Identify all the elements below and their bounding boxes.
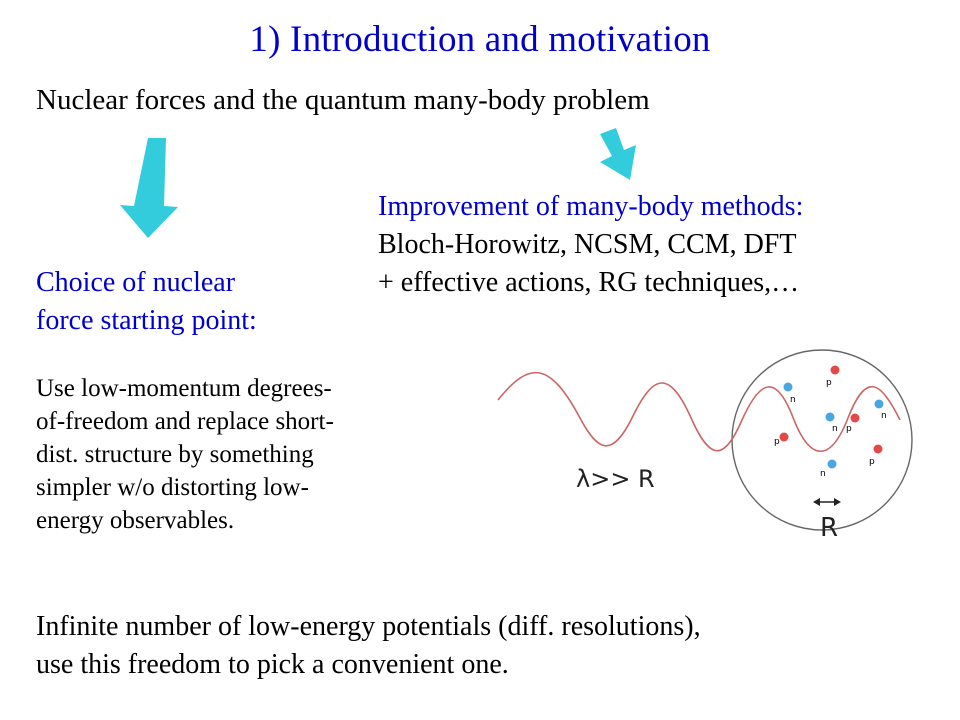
particle-neutron xyxy=(820,460,837,480)
particle-proton xyxy=(869,445,883,468)
svg-text:n: n xyxy=(790,395,796,405)
svg-text:p: p xyxy=(846,424,852,434)
low-momentum-line-4: simpler w/o distorting low- xyxy=(36,474,309,501)
svg-text:p: p xyxy=(774,437,780,447)
particle-proton xyxy=(826,366,840,389)
particle-neutron xyxy=(826,413,838,435)
radius-label: R xyxy=(820,513,839,543)
low-momentum-line-3: dist. structure by something xyxy=(36,441,314,468)
left-down-arrow xyxy=(120,138,178,238)
svg-text:n: n xyxy=(820,469,826,479)
choice-line-2: force starting point: xyxy=(36,305,257,336)
svg-text:p: p xyxy=(869,457,875,467)
low-momentum-line-5: energy observables. xyxy=(36,507,235,534)
svg-text:p: p xyxy=(826,378,832,388)
svg-text:n: n xyxy=(832,424,838,434)
resolution-figure xyxy=(480,340,940,550)
nuclear-force-choice-block xyxy=(36,264,257,340)
right-down-arrow xyxy=(600,128,636,180)
low-momentum-block xyxy=(36,372,334,537)
particle-proton xyxy=(774,433,789,448)
long-wavelength-wave xyxy=(498,373,900,452)
particle-neutron xyxy=(875,400,887,422)
svg-text:n: n xyxy=(881,411,887,421)
conclusion-block xyxy=(36,608,701,684)
many-body-methods-block xyxy=(378,188,803,302)
low-momentum-line-2: of-freedom and replace short- xyxy=(36,408,334,435)
methods-line-1: Bloch-Horowitz, NCSM, CCM, DFT xyxy=(378,229,797,260)
methods-line-2: + effective actions, RG techniques,… xyxy=(378,267,800,298)
conclusion-line-1: Infinite number of low-energy potentials (diff. resolutions), xyxy=(36,611,701,642)
methods-heading: Improvement of many-body methods: xyxy=(378,191,804,222)
conclusion-line-2: use this freedom to pick a convenient one. xyxy=(36,649,509,680)
radius-arrow xyxy=(813,498,841,506)
nucleus-circle xyxy=(732,350,912,530)
choice-line-1: Choice of nuclear xyxy=(36,267,236,298)
slide-subtitle: Nuclear forces and the quantum many-body problem xyxy=(36,84,650,116)
wavelength-label: λ>> R xyxy=(576,465,655,493)
slide-title: 1) Introduction and motivation xyxy=(249,19,711,60)
low-momentum-line-1: Use low-momentum degrees- xyxy=(36,375,332,402)
